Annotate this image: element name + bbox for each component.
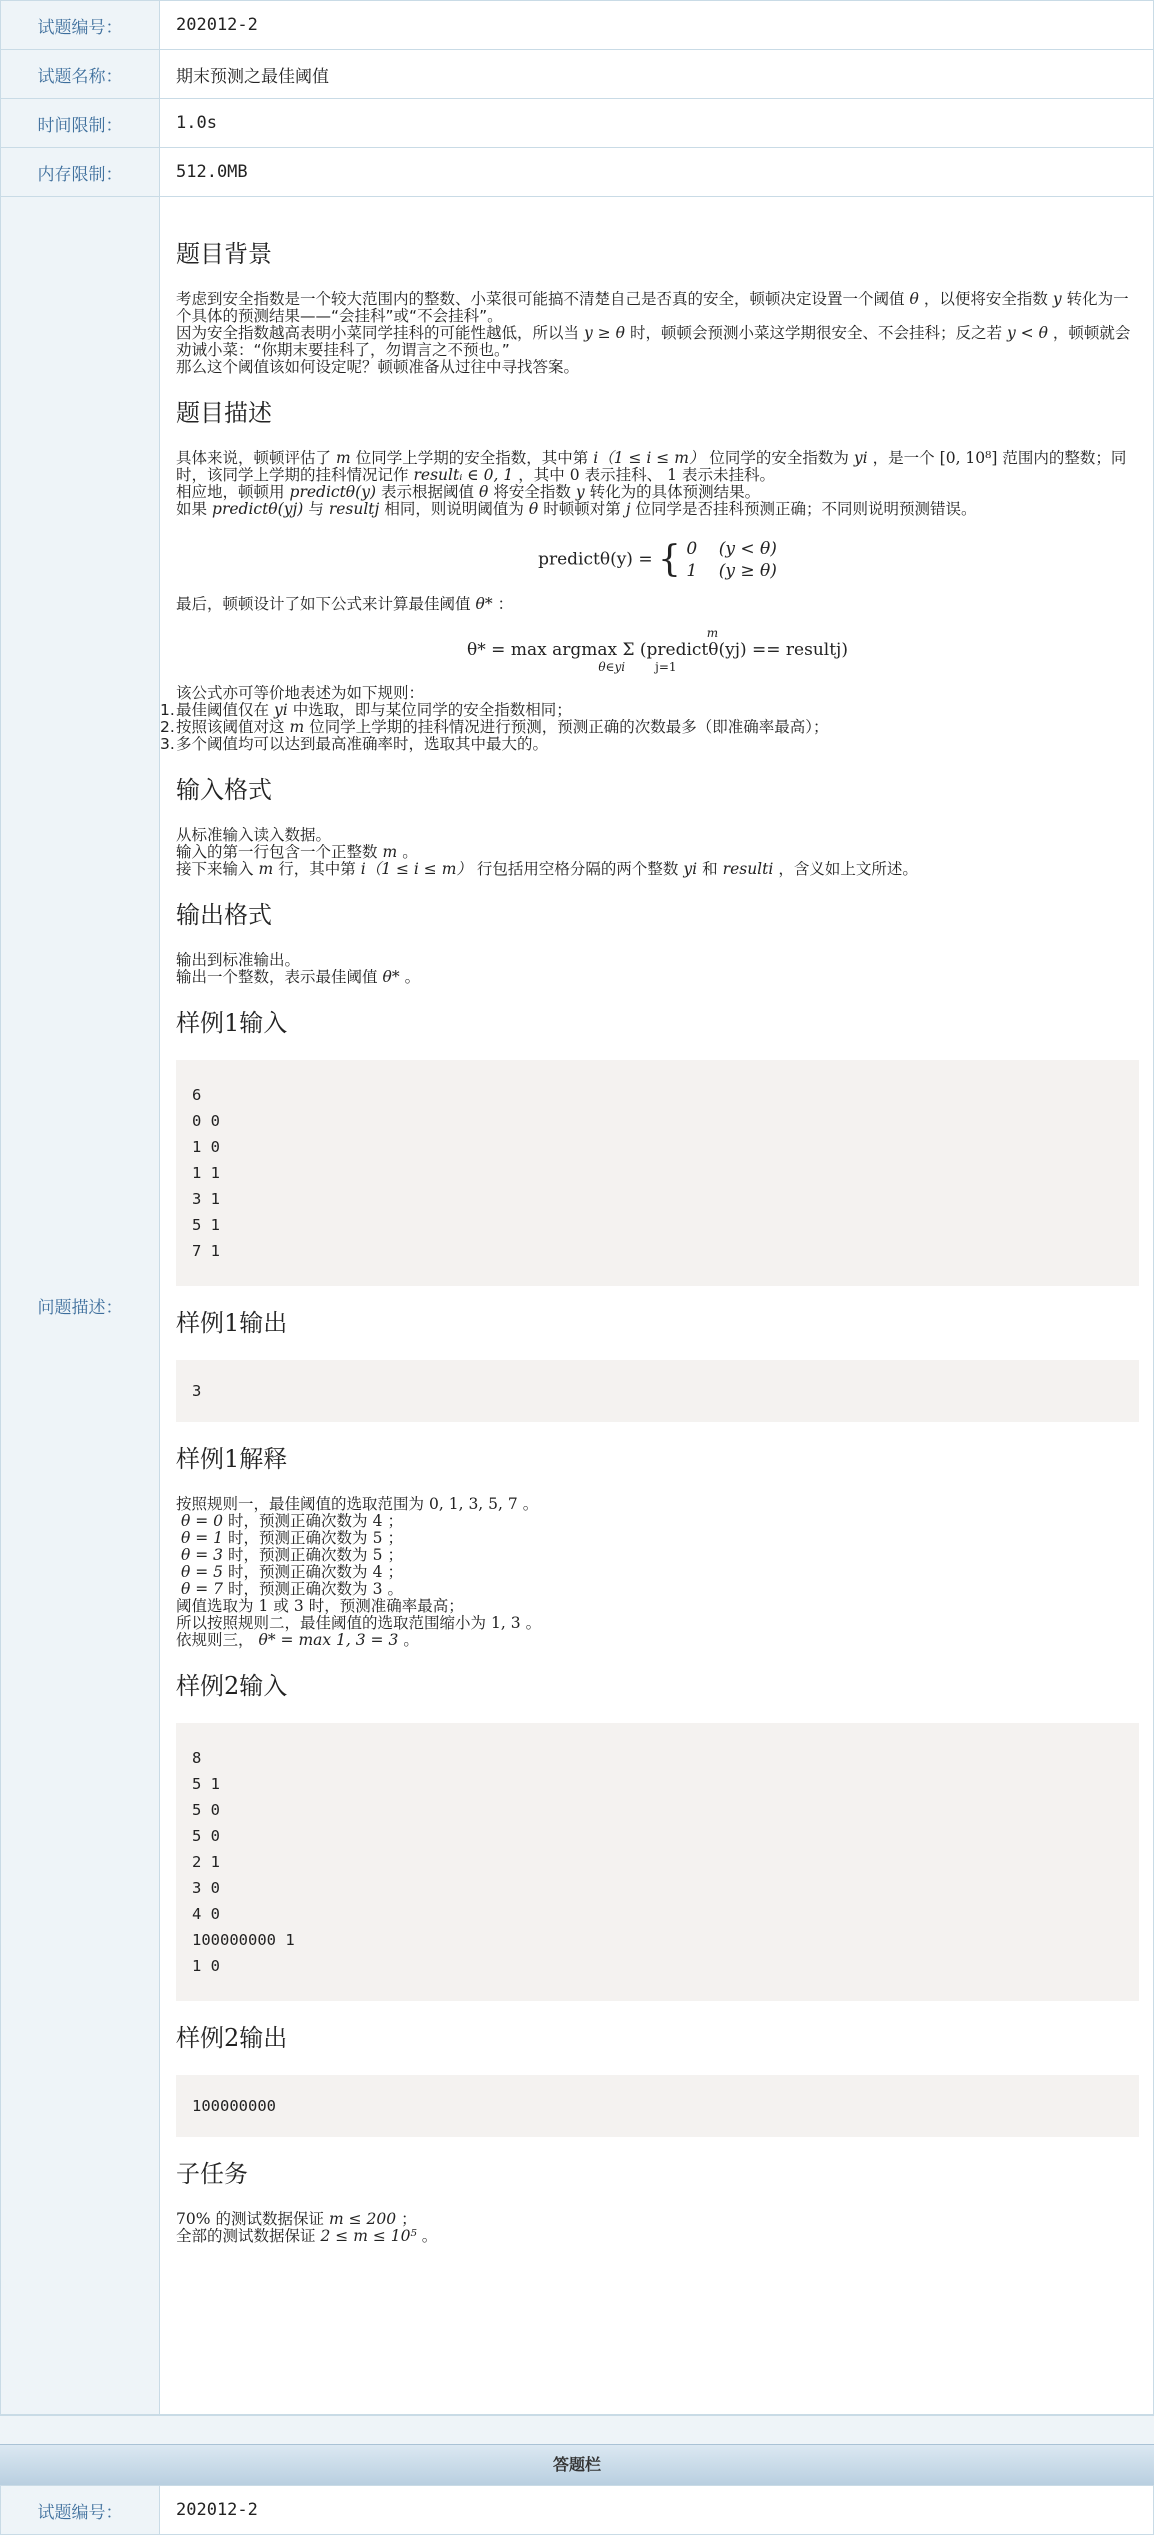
problem-description — [160, 197, 1154, 2415]
row-time-limit — [1, 99, 1154, 148]
output-line-2: 输出一个整数，表示最佳阈值 θ* 。 — [176, 968, 421, 986]
exp-line-6: 阈值选取为 1 或 3 时，预测准确率最高； — [176, 1597, 464, 1615]
row-problem-name — [1, 50, 1154, 99]
sample1-output-code: 3 — [176, 1360, 1139, 1422]
exp-line-8: 依规则三， θ* = max 1, 3 = 3 。 — [176, 1631, 419, 1649]
input-line-2: 输入的第一行包含一个正整数 m 。 — [176, 843, 418, 861]
heading-sample1-input: 样例1输入 — [176, 1009, 288, 1037]
heading-sample1-output: 样例1输出 — [176, 1309, 288, 1337]
heading-output-format: 输出格式 — [176, 901, 272, 929]
label-time-limit: 时间限制： — [1, 99, 160, 148]
desc-line-2: 相应地，顿顿用 predictθ(y) 表示根据阈值 θ 将安全指数 y 转化为的具体预测结果。 — [176, 483, 761, 501]
equation-best-threshold: m θ* = max argmax Σ (predictθ(yj) == resultj) θ∈yi j=1 — [467, 626, 848, 674]
bg-line-2: 因为安全指数越高表明小菜同学挂科的可能性越低，所以当 y ≥ θ 时，顿顿会预测小菜这学期很安全、不会挂科；反之若 y < θ ，顿顿就会劝诫小菜：“你期末要挂科了，勿谓言之不预也。” — [176, 324, 1131, 359]
answer-table — [0, 2485, 1154, 2535]
subtask-line-2: 全部的测试数据保证 2 ≤ m ≤ 10⁵ 。 — [176, 2227, 438, 2245]
heading-description: 题目描述 — [176, 399, 272, 427]
rule-item: 2.按照该阈值对这 m 位同学上学期的挂科情况进行预测，预测正确的次数最多（即准确率最高）； — [160, 718, 829, 736]
value-problem-id: 202012-2 — [160, 1, 1154, 50]
exp-line: θ = 0 时，预测正确次数为 4 ； — [181, 1512, 403, 1530]
row-problem-description — [1, 197, 1154, 2415]
output-line-1: 输出到标准输出。 — [176, 951, 301, 969]
label-problem-name: 试题名称： — [1, 50, 160, 99]
exp-line: θ = 7 时，预测正确次数为 3 。 — [181, 1580, 403, 1598]
bg-line-1: 考虑到安全指数是一个较大范围内的整数、小菜很可能搞不清楚自己是否真的安全，顿顿决定设置一个阈值 θ ，以便将安全指数 y 转化为一个具体的预测结果——“会挂科”或“不会挂科”。 — [176, 290, 1129, 325]
row-problem-id — [1, 1, 1154, 50]
value-memory-limit: 512.0MB — [160, 148, 1154, 197]
input-line-1: 从标准输入读入数据。 — [176, 826, 332, 844]
heading-input-format: 输入格式 — [176, 776, 272, 804]
value-answer-problem-id: 202012-2 — [160, 2486, 1154, 2535]
heading-subtasks: 子任务 — [176, 2160, 248, 2188]
row-answer-problem-id — [1, 2486, 1154, 2535]
heading-sample2-input: 样例2输入 — [176, 1672, 288, 1700]
exp-line: θ = 1 时，预测正确次数为 5 ； — [181, 1529, 403, 1547]
eq-case-1: 0 (y < θ) — [686, 539, 777, 559]
subtask-line-1: 70% 的测试数据保证 m ≤ 200 ； — [176, 2210, 417, 2228]
value-time-limit: 1.0s — [160, 99, 1154, 148]
input-line-3: 接下来输入 m 行，其中第 i（1 ≤ i ≤ m） 行包括用空格分隔的两个整数 yi 和 resulti ，含义如上文所述。 — [176, 860, 918, 878]
heading-background: 题目背景 — [176, 240, 272, 268]
rule-item: 1.最佳阈值仅在 yi 中选取，即与某位同学的安全指数相同； — [160, 701, 572, 719]
section-gap — [0, 2415, 1154, 2444]
label-answer-problem-id: 试题编号： — [1, 2486, 160, 2535]
sample1-input-code: 6 0 0 1 0 1 1 3 1 5 1 7 1 — [176, 1060, 1139, 1286]
exp-line-7: 所以按照规则二，最佳阈值的选取范围缩小为 1, 3 。 — [176, 1614, 542, 1632]
eq-case-2: 1 (y ≥ θ) — [686, 561, 777, 581]
bg-line-3: 那么这个阈值该如何设定呢？顿顿准备从过往中寻找答案。 — [176, 358, 580, 376]
label-problem-description: 问题描述： — [1, 197, 160, 2415]
label-problem-id: 试题编号： — [1, 1, 160, 50]
answer-bar: 答题栏 — [0, 2444, 1154, 2485]
rules-list — [160, 701, 1139, 753]
desc-line-3: 如果 predictθ(yj) 与 resultj 相同，则说明阈值为 θ 时顿顿对第 j 位同学是否挂科预测正确；不同则说明预测错误。 — [176, 500, 977, 518]
desc-line-4: 最后，顿顿设计了如下公式来计算最佳阈值 θ* ： — [176, 595, 514, 613]
heading-sample1-explanation: 样例1解释 — [176, 1445, 288, 1473]
desc-line-1: 具体来说，顿顿评估了 m 位同学上学期的安全指数，其中第 i（1 ≤ i ≤ m） 位同学的安全指数为 yi ，是一个 [0, 10⁸] 范围内的整数；同时，该同学上学期的挂科情况记作 resultᵢ ∈ 0, 1 ，其中 0 表示挂科、 1 表示未挂科。 — [176, 449, 1127, 484]
rule-item: 3.多个阈值均可以达到最高准确率时，选取其中最大的。 — [160, 735, 549, 753]
desc-line-5: 该公式亦可等价地表述为如下规则： — [176, 684, 425, 702]
sample2-input-code: 8 5 1 5 0 5 0 2 1 3 0 4 0 100000000 1 1 0 — [176, 1723, 1139, 2001]
exp-line: θ = 5 时，预测正确次数为 4 ； — [181, 1563, 403, 1581]
row-memory-limit — [1, 148, 1154, 197]
equation-predict: predictθ(y) = { 0 (y < θ) 1 (y ≥ θ) — [538, 539, 777, 581]
exp-line: θ = 3 时，预测正确次数为 5 ； — [181, 1546, 403, 1564]
heading-sample2-output: 样例2输出 — [176, 2024, 288, 2052]
value-problem-name: 期末预测之最佳阈值 — [160, 50, 1154, 99]
exp-line-0: 按照规则一，最佳阈值的选取范围为 0, 1, 3, 5, 7 。 — [176, 1495, 539, 1513]
label-memory-limit: 内存限制： — [1, 148, 160, 197]
sample2-output-code: 100000000 — [176, 2075, 1139, 2137]
